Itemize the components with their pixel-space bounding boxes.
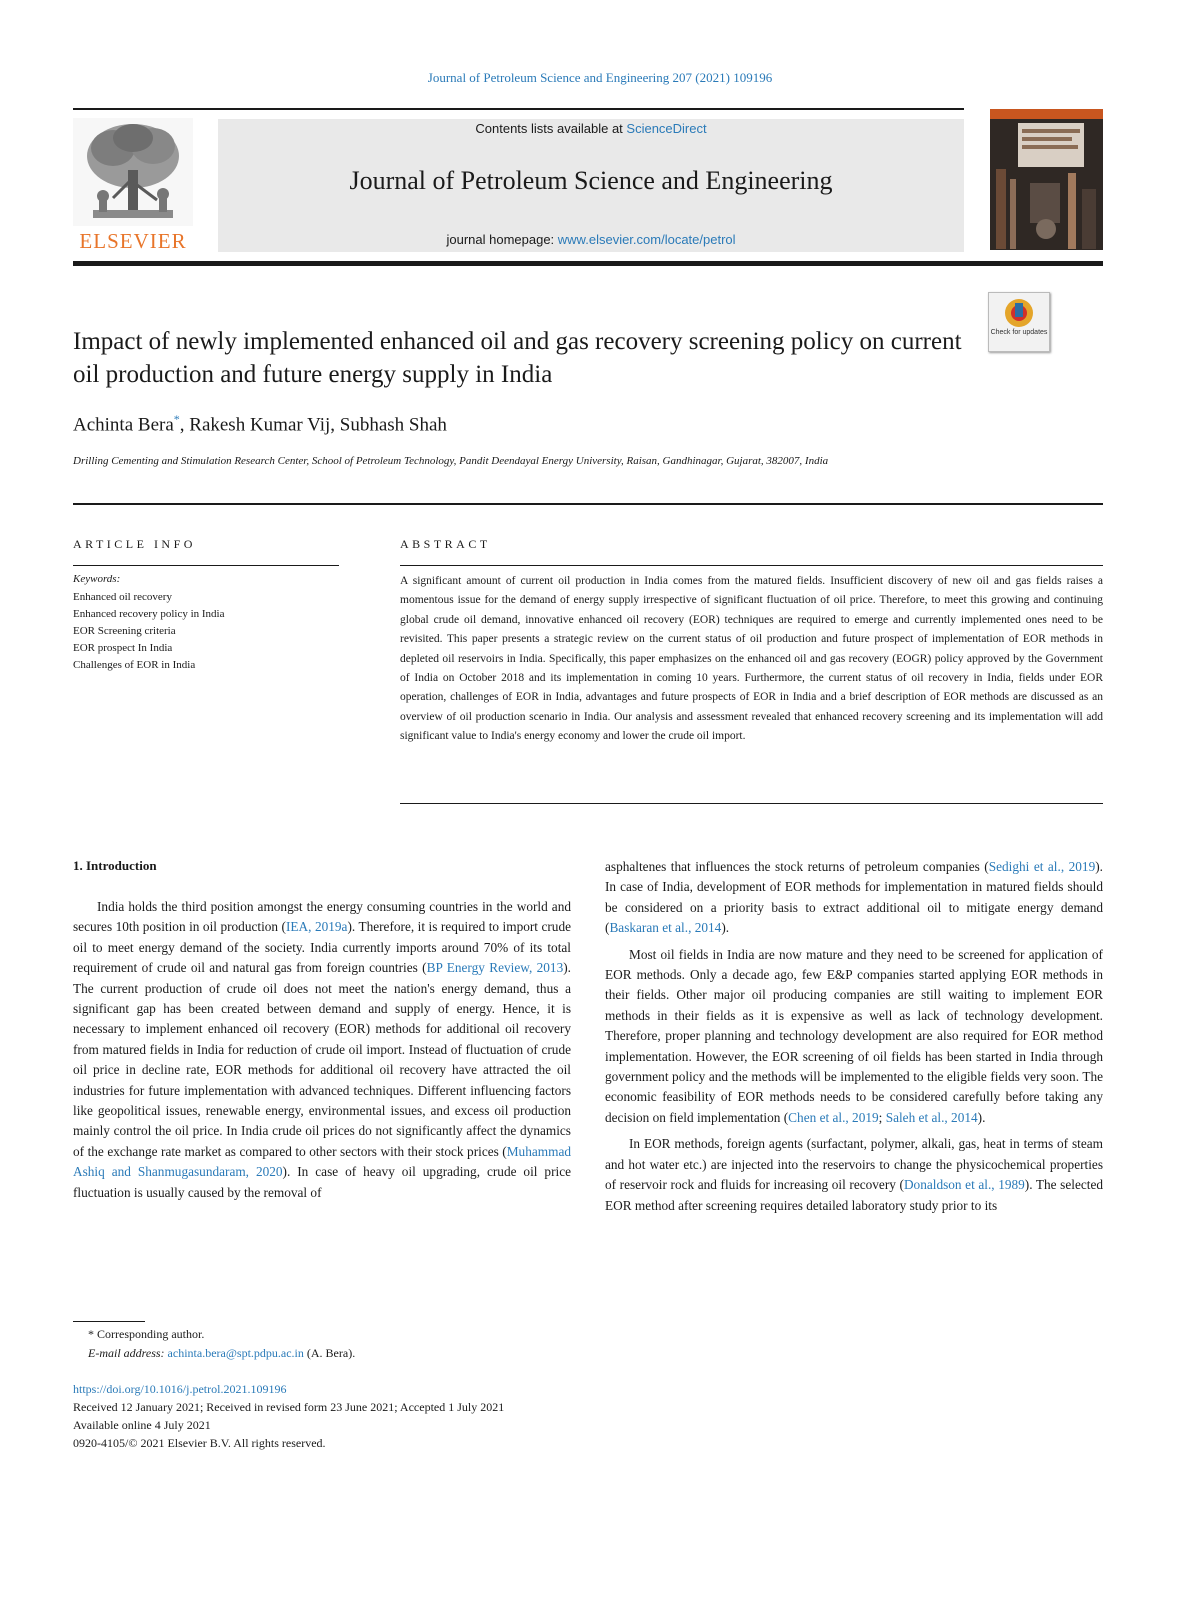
running-head: Journal of Petroleum Science and Engineering 207 (2021) 109196 bbox=[427, 70, 773, 85]
header-rule bbox=[73, 108, 964, 110]
body-text: In EOR methods, foreign agents (surfactant, polymer, alkali, gas, heat in terms of steam and hot water etc.) are injected into the reservoirs to change the physicochemical properties of reservoir rock and fluids for increasing oil recovery ( bbox=[605, 1136, 1103, 1193]
body-column-left bbox=[73, 897, 571, 1203]
citation-link[interactable]: Chen et al., 2019 bbox=[788, 1109, 879, 1125]
citation-link[interactable]: Sedighi et al., 2019 bbox=[988, 859, 1096, 874]
contents-prefix: Contents lists available at bbox=[475, 121, 627, 136]
contents-line bbox=[218, 121, 964, 136]
title-rule bbox=[73, 503, 1103, 505]
doi-link[interactable]: https://doi.org/10.1016/j.petrol.2021.109196 bbox=[73, 1382, 287, 1396]
section-heading-introduction: 1. Introduction bbox=[73, 858, 157, 873]
body-paragraph bbox=[605, 857, 1103, 939]
citation-link[interactable]: IEA, 2019a bbox=[285, 919, 348, 935]
keyword: EOR prospect In India bbox=[73, 642, 173, 654]
journal-title: Journal of Petroleum Science and Engineering bbox=[349, 166, 833, 195]
journal-homepage-link[interactable]: www.elsevier.com/locate/petrol bbox=[557, 232, 736, 247]
keyword: Enhanced recovery policy in India bbox=[73, 608, 225, 620]
corresponding-author-note: * Corresponding author. bbox=[88, 1327, 205, 1341]
available-online-date: Available online 4 July 2021 bbox=[73, 1418, 211, 1432]
body-paragraph bbox=[73, 897, 571, 1203]
footnote bbox=[73, 1325, 355, 1363]
journal-cover-icon bbox=[990, 109, 1103, 250]
author-bera[interactable]: Achinta Bera bbox=[73, 414, 174, 436]
body-text: ). The selected EOR method after screening requires detailed laboratory study prior to its bbox=[605, 1177, 1103, 1213]
crossmark-label: Check for updates bbox=[990, 329, 1048, 336]
body-text: India holds the third position amongst the energy consuming countries in the world and secures 10th position in oil production ( bbox=[73, 899, 571, 935]
homepage-prefix: journal homepage: bbox=[446, 232, 558, 247]
body-text: ). bbox=[977, 1109, 986, 1125]
body-text: ). In case of heavy oil upgrading, crude oil price fluctuation is usually caused by the removal of bbox=[73, 1164, 571, 1200]
footnote-rule bbox=[73, 1321, 145, 1322]
body-paragraph bbox=[605, 1134, 1103, 1216]
body-text: Most oil fields in India are now mature and they need to be screened for application of EOR methods. Only a decade ago, few E&P companies started applying EOR methods in their fields. Other major oil producing companies are still waiting to implement EOR methods in their fields as it is expensive as well as lack of technology development. Therefore, proper planning and technology development are also required for EOR method implementation. However, the EOR screening of oil fields has been started in India through government policy and the methods will be implemented to the eligible fields very soon. The economic feasibility of EOR methods needs to be considered carefully before taking any decision on field implementation ( bbox=[605, 946, 1103, 1125]
email-suffix: (A. Bera). bbox=[303, 1346, 356, 1360]
body-text: ). bbox=[721, 920, 730, 936]
info-rule bbox=[73, 565, 339, 566]
article-title: Impact of newly implemented enhanced oil and gas recovery screening policy on current oil production and future energy supply in India bbox=[73, 328, 962, 388]
citation-link[interactable]: Saleh et al., 2014 bbox=[885, 1109, 978, 1125]
body-paragraph bbox=[605, 945, 1103, 1129]
journal-cover-image bbox=[990, 109, 1103, 250]
homepage-line bbox=[218, 232, 964, 247]
body-text: asphaltenes that influences the stock returns of petroleum companies ( bbox=[605, 859, 989, 874]
citation-link[interactable]: Baskaran et al., 2014 bbox=[609, 920, 722, 936]
abstract-heading: ABSTRACT bbox=[400, 537, 491, 551]
abstract-text: A significant amount of current oil production in India comes from the matured fields. Insufficient discovery of new oil and gas fields raises a momentous issue for the demand of energy supply irrespective of significant fluctuation of oil price. Therefore, to meet this growing and continuing global crude oil demand, innovative enhanced oil recovery (EOR) techniques are required to emerge and currently implemented ones need to be revisited. This paper presents a strategic review on the current status of oil production and future prospect of implementation of EOR methods in depleted oil reservoirs in India. Specifically, this paper emphasizes on the enhanced oil and gas recovery (EOGR) policy approved by the Government of India on October 2018 and its implementation in coming 10 years. Furthermore, the current status of oil recovery in India, fields under EOR operation, challenges of EOR in India, advantages and future prospects of EOR in India and a brief description of EOR methods are discussed as an overview of oil production scenario in India. Our analysis and assessment revealed that enhanced recovery screening and its implementation will add significant value to India's energy economy and lower the crude oil import. bbox=[400, 575, 1103, 743]
keywords-list bbox=[73, 589, 225, 674]
body-text: ). Therefore, it is required to import crude oil to meet energy demand of the society. India currently imports around 70% of its total requirement of crude oil and natural gas from foreign countries ( bbox=[73, 919, 572, 976]
citation-link[interactable]: Donaldson et al., 1989 bbox=[903, 1177, 1025, 1193]
body-text: ). In case of India, development of EOR methods for implementation in matured fields should be considered on a priority basis to extract additional oil to mitigate energy demand ( bbox=[605, 859, 1103, 936]
abstract-rule-bottom bbox=[400, 803, 1103, 804]
corresponding-author-mark[interactable]: * bbox=[173, 412, 180, 426]
other-authors: , Rakesh Kumar Vij, Subhash Shah bbox=[179, 414, 447, 436]
received-dates: Received 12 January 2021; Received in revised form 23 June 2021; Accepted 1 July 2021 bbox=[73, 1400, 505, 1414]
email-label: E-mail address: bbox=[88, 1346, 168, 1360]
body-column-right bbox=[605, 857, 1103, 1216]
author-email-link[interactable]: achinta.bera@spt.pdpu.ac.in bbox=[167, 1346, 304, 1360]
body-text: ). The current production of crude oil does not meet the nation's energy demand, thus a significant gap has been created between demand and supply of energy. Hence, it is necessary to implement enhanced oil recovery (EOR) methods for additional oil recovery from matured fields in India for reduction of crude oil import. Instead of fluctuation of crude oil price in decline rate, EOR methods for additional oil recovery have attracted the oil industries for future implementation with advanced techniques. Different influencing factors like geopolitical issues, renewable energy, environmental issues, and excess oil production mainly control the oil price. In India crude oil prices do not significantly affect the dynamics of the exchange rate market as compared to other sectors with their stock prices ( bbox=[73, 960, 571, 1159]
keywords-heading: Keywords: bbox=[73, 573, 121, 585]
citation-link[interactable]: BP Energy Review, 2013 bbox=[426, 960, 564, 976]
masthead-rule bbox=[73, 261, 1103, 266]
author-list bbox=[73, 412, 447, 436]
keyword: Enhanced oil recovery bbox=[73, 591, 172, 603]
copyright-line: 0920-4105/© 2021 Elsevier B.V. All rights reserved. bbox=[73, 1436, 326, 1450]
affiliation: Drilling Cementing and Stimulation Research Center, School of Petroleum Technology, Pandit Deendayal Energy University, Raisan, Gandhinagar, Gujarat, 382007, India bbox=[73, 455, 829, 467]
crossmark-icon bbox=[989, 293, 1049, 351]
email-line bbox=[73, 1344, 355, 1363]
article-info-heading: ARTICLE INFO bbox=[73, 537, 196, 551]
keyword: Challenges of EOR in India bbox=[73, 659, 196, 671]
elsevier-tree-icon bbox=[73, 118, 193, 226]
publication-info bbox=[73, 1380, 504, 1452]
check-for-updates-badge[interactable] bbox=[988, 292, 1050, 352]
citation-separator: ; bbox=[878, 1109, 886, 1125]
publisher-name: ELSEVIER bbox=[79, 229, 187, 253]
citation-link[interactable]: Muhammad Ashiq and Shanmugasundaram, 2020 bbox=[73, 1143, 571, 1180]
keyword: EOR Screening criteria bbox=[73, 625, 176, 637]
sciencedirect-link[interactable]: ScienceDirect bbox=[626, 121, 707, 136]
abstract-rule-top bbox=[400, 565, 1103, 566]
